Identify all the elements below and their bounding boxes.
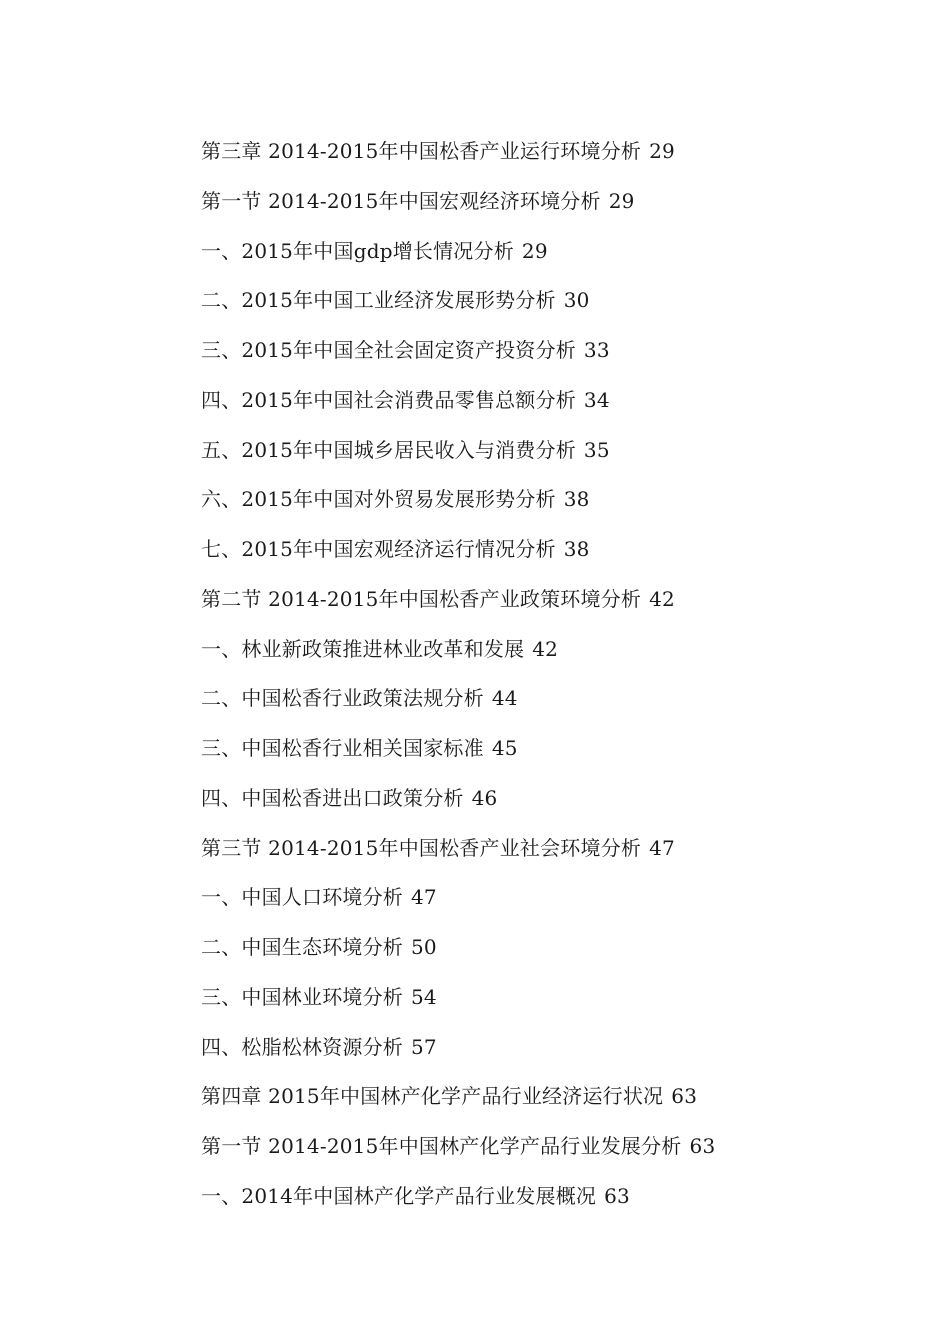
toc-entry-title: 四、松脂松林资源分析 [201, 1034, 403, 1059]
toc-entry [201, 977, 901, 1027]
toc-entry [201, 430, 901, 480]
toc-entry [201, 927, 901, 977]
toc-entry [201, 479, 901, 529]
toc-entry-title: 三、中国林业环境分析 [201, 984, 403, 1009]
toc-entry [201, 131, 901, 181]
toc-entry-page: 46 [471, 785, 498, 810]
toc-entry-title: 四、中国松香进出口政策分析 [201, 785, 464, 810]
toc-entry [201, 1176, 901, 1226]
toc-entry [201, 728, 901, 778]
toc-entry-title: 第二节 2014-2015年中国松香产业政策环境分析 [201, 586, 642, 611]
toc-entry [201, 678, 901, 728]
toc-entry-page: 29 [521, 238, 548, 263]
toc-entry-title: 第三节 2014-2015年中国松香产业社会环境分析 [201, 835, 642, 860]
toc-entry-title: 四、2015年中国社会消费品零售总额分析 [201, 387, 576, 412]
toc-entry-page: 47 [649, 835, 675, 860]
toc-entry [201, 579, 901, 629]
toc-entry [201, 828, 901, 878]
toc-entry [201, 1027, 901, 1077]
toc-entry-title: 七、2015年中国宏观经济运行情况分析 [201, 537, 556, 561]
toc-entry-page: 63 [671, 1084, 698, 1109]
toc-entry-page: 42 [532, 636, 559, 661]
toc-entry [201, 330, 901, 380]
toc-entry-page: 35 [583, 437, 610, 462]
toc-entry [201, 1076, 901, 1126]
toc-entry [201, 231, 901, 281]
toc-entry-page: 45 [491, 736, 518, 760]
toc-entry-title: 一、2014年中国林产化学产品行业发展概况 [201, 1183, 597, 1208]
toc-entry-title: 一、林业新政策推进林业改革和发展 [201, 636, 525, 661]
toc-entry-page: 30 [563, 288, 590, 313]
toc-entry-title: 二、中国生态环境分析 [201, 935, 403, 959]
toc-entry-title: 三、中国松香行业相关国家标准 [201, 736, 484, 760]
toc-entry-page: 63 [689, 1134, 716, 1158]
toc-entry-page: 38 [563, 537, 590, 561]
toc-entry-title: 第一节 2014-2015年中国林产化学产品行业发展分析 [201, 1134, 682, 1158]
toc-entry-page: 42 [649, 586, 675, 611]
toc-entry-title: 三、2015年中国全社会固定资产投资分析 [201, 338, 576, 362]
toc-entry-page: 44 [491, 686, 518, 711]
toc-entry-title: 第一节 2014-2015年中国宏观经济环境分析 [201, 188, 601, 213]
toc-entry [201, 877, 901, 927]
toc-entry [201, 529, 901, 579]
toc-entry [201, 1126, 901, 1176]
toc-entry-title: 五、2015年中国城乡居民收入与消费分析 [201, 437, 576, 462]
toc-entry-page: 34 [583, 387, 610, 412]
table-of-contents [201, 131, 901, 1226]
toc-entry-page: 33 [583, 338, 610, 362]
toc-entry-title: 第三章 2014-2015年中国松香产业运行环境分析 [201, 139, 642, 163]
toc-entry [201, 280, 901, 330]
toc-entry-page: 50 [411, 935, 437, 959]
toc-entry [201, 380, 901, 430]
toc-entry-title: 一、中国人口环境分析 [201, 885, 403, 910]
toc-entry-page: 57 [411, 1034, 437, 1059]
toc-entry-title: 第四章 2015年中国林产化学产品行业经济运行状况 [201, 1084, 664, 1109]
toc-entry-title: 一、2015年中国gdp增长情况分析 [201, 238, 514, 263]
toc-entry-title: 六、2015年中国对外贸易发展形势分析 [201, 487, 556, 512]
toc-entry [201, 778, 901, 828]
toc-entry-title: 二、2015年中国工业经济发展形势分析 [201, 288, 556, 313]
toc-entry-title: 二、中国松香行业政策法规分析 [201, 686, 484, 711]
toc-entry [201, 181, 901, 231]
toc-entry-page: 38 [563, 487, 590, 512]
toc-entry [201, 629, 901, 679]
toc-entry-page: 29 [608, 188, 635, 213]
toc-entry-page: 54 [411, 984, 437, 1009]
toc-entry-page: 47 [411, 885, 437, 910]
toc-entry-page: 63 [604, 1183, 630, 1208]
toc-entry-page: 29 [649, 139, 675, 163]
